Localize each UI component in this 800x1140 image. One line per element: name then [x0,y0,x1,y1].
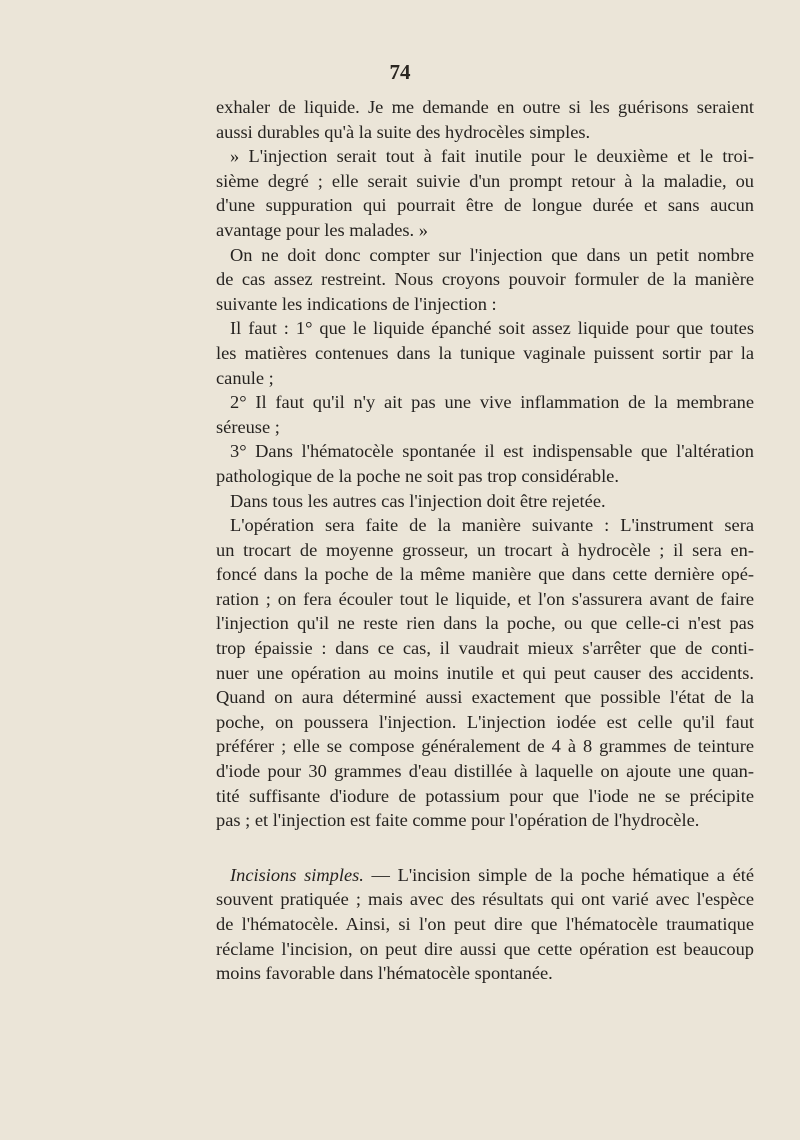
paragraph [216,316,754,390]
text-line: » L'injection serait tout à fait inutile pour le deuxième et le troi- [230,146,754,167]
page-number: 74 [389,60,411,84]
body-text [216,95,754,986]
text-line: moins favorable dans l'hématocèle spontanée. [216,963,553,984]
paragraph [216,489,754,514]
text-line: On ne doit donc compter sur l'injection que dans un petit nombre [230,244,754,265]
text-line: suivante les indications de l'injection : [216,293,497,314]
text-line: exhaler de liquide. Je me demande en outre si les guérisons seraient [216,97,754,117]
text-line: L'opération sera faite de la manière suivante : L'instrument sera [230,515,754,536]
text-line: préférer ; elle se compose généralement de 4 à 8 grammes de teinture [216,736,754,757]
text-line: ration ; on fera écouler tout le liquide, et l'on s'assurera avant de faire [216,588,754,609]
text-line: de cas assez restreint. Nous croyons pouvoir formuler de la manière [216,269,754,290]
text-line: pathologique de la poche ne soit pas trop considérable. [216,465,619,486]
text-line: canule ; [216,367,274,388]
section-paragraph [216,863,754,986]
text-line: poche, on poussera l'injection. L'injection iodée est celle qu'il faut [216,711,754,732]
text-line: sième degré ; elle serait suivie d'un prompt retour à la maladie, ou [216,170,754,191]
text-line: de l'hématocèle. Ainsi, si l'on peut dire que l'hématocèle traumatique [216,914,754,934]
paragraph [216,144,754,242]
paragraph [216,513,754,833]
paragraph [216,390,754,439]
text-line: réclame l'incision, on peut dire aussi que cette opération est beaucoup [216,938,754,959]
text-line: d'une suppuration qui pourrait être de longue durée et sans aucun [216,195,754,216]
text-line: un trocart de moyenne grosseur, un trocart à hydrocèle ; il sera en- [216,539,754,560]
text-line: nuer une opération au moins inutile et qui peut causer des accidents. [216,662,754,683]
text-line: trop épaissie : dans ce cas, il vaudrait mieux s'arrêter que de conti- [216,638,754,659]
text-line: souvent pratiquée ; mais avec des résultats qui ont varié avec l'espèce [216,889,754,910]
text-line: 3° Dans l'hématocèle spontanée il est indispensable que l'altération [230,441,754,462]
text-line: d'iode pour 30 grammes d'eau distillée à laquelle on ajoute une quan- [216,761,754,782]
section-first-line-text: — L'incision simple de la poche hématique a été [363,864,755,885]
text-line: Dans tous les autres cas l'injection doit être rejetée. [230,490,606,511]
text-line: l'injection qu'il ne reste rien dans la poche, ou que celle-ci n'est pas [216,613,754,634]
paragraph [216,439,754,488]
text-line: les matières contenues dans la tunique vaginale puissent sortir par la [216,342,754,363]
text-line: 2° Il faut qu'il n'y ait pas une vive inflammation de la membrane [230,392,754,413]
text-line: Quand on aura déterminé aussi exactement que possible l'état de la [216,687,754,708]
text-line [216,863,754,888]
paragraph [216,95,754,144]
text-line: séreuse ; [216,416,280,437]
section-heading: Incisions simples. [230,864,364,885]
text-line: tité suffisante d'iodure de potassium pour que l'iode ne se précipite [216,785,754,806]
text-line: avantage pour les malades. » [216,219,428,240]
paragraph [216,243,754,317]
text-line: Il faut : 1° que le liquide épanché soit assez liquide pour que toutes [230,318,754,339]
text-line: pas ; et l'injection est faite comme pour l'opération de l'hydrocèle. [216,810,700,831]
section-spacer [216,833,754,863]
text-line: foncé dans la poche de la même manière que dans cette dernière opé- [216,564,754,585]
text-line: aussi durables qu'à la suite des hydrocèles simples. [216,121,591,142]
